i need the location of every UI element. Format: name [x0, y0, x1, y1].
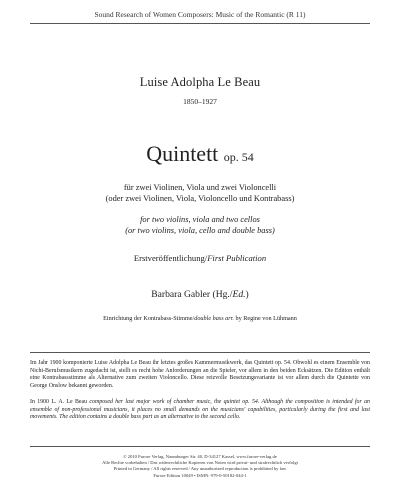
instrumentation-en-2: (or two violins, viola, cello and double bass) — [125, 226, 275, 235]
instrumentation-de-1: für zwei Violinen, Viola und zwei Violoncelli — [123, 183, 277, 192]
first-publication-de: Erstveröffentlichung/ — [133, 253, 208, 263]
series-title: Sound Research of Women Composers: Music of the Romantic (R 11) — [94, 10, 306, 19]
top-rule — [30, 23, 370, 24]
imprint-line: © 2010 Furore Verlag, Naumburger Str. 40, D-34127 Kassel, www.furore-verlag.de — [123, 454, 277, 459]
imprint — [0, 454, 400, 479]
intro-en-text: composed her last major work of chamber music, the quintet op. 54. Although the composition is intended for an ensemble of non-professional musicians, it places no small demands on the musicians' capabilities, particularly during the first and last movements. The edition contains a double bass part as an alternative to the second cello. — [30, 399, 370, 421]
imprint-line: Furore Edition 10049 • ISMN: 979-0-50182-044-1 — [153, 472, 247, 478]
instrumentation-de-2: (oder zwei Violinen, Viola, Violoncello und Kontrabass) — [105, 194, 295, 203]
first-publication — [0, 253, 400, 263]
body-rule-top — [30, 352, 370, 353]
composer-name: Luise Adolpha Le Beau — [139, 75, 261, 89]
arrangement-en: double bass arr. — [194, 315, 234, 322]
editor — [0, 289, 400, 300]
work-title — [0, 141, 400, 167]
instrumentation-en-1: for two violins, viola and two cellos — [140, 215, 260, 224]
body-rule-bottom — [30, 446, 370, 447]
intro-text-en — [30, 399, 370, 422]
title-text: Quintett — [146, 141, 219, 166]
composer-dates: 1850–1927 — [183, 97, 217, 106]
first-publication-en: First Publication — [207, 253, 267, 263]
imprint-line: Printed in Germany / All rights reserved / Any unauthorized reproduction is prohibited by law — [113, 466, 287, 472]
arrangement-credit — [0, 315, 400, 322]
intro-en-lead: In 1900 L. A. Le Beau — [30, 399, 88, 405]
arrangement-prefix: Einrichtung der Kontrabass-Stimme/ — [103, 315, 195, 322]
arrangement-suffix: by Regine von Lühmann — [233, 315, 297, 322]
intro-text-de: Im Jahr 1900 komponierte Luise Adolpha Le Beau ihr letztes großes Kammermusikwerk, das Quintett op. 54. Obwohl es einem Ensemble von Nicht-Berufsmusikern zugedacht ist, stellt es recht hohe Anforderungen an die Spieler, vor allem in den beiden Ecksätzen. Die Edition enthält eine Kontrabassstimme als Alternative zum zweiten Violoncello. Diese reizvolle Besetzungsvariante ist vor allem durch die Quintette von George Onslow bekannt geworden. — [30, 360, 370, 389]
opus-number: op. 54 — [223, 150, 254, 164]
editor-name: Barbara Gabler (Hg./ — [151, 289, 233, 300]
editor-close: ) — [245, 289, 249, 300]
editor-abbr: Ed. — [232, 289, 246, 300]
imprint-line: Alle Rechte vorbehalten / Das widerrechtliche Kopieren von Noten wird privat- und strafrechtlich verfolgt — [102, 460, 298, 466]
